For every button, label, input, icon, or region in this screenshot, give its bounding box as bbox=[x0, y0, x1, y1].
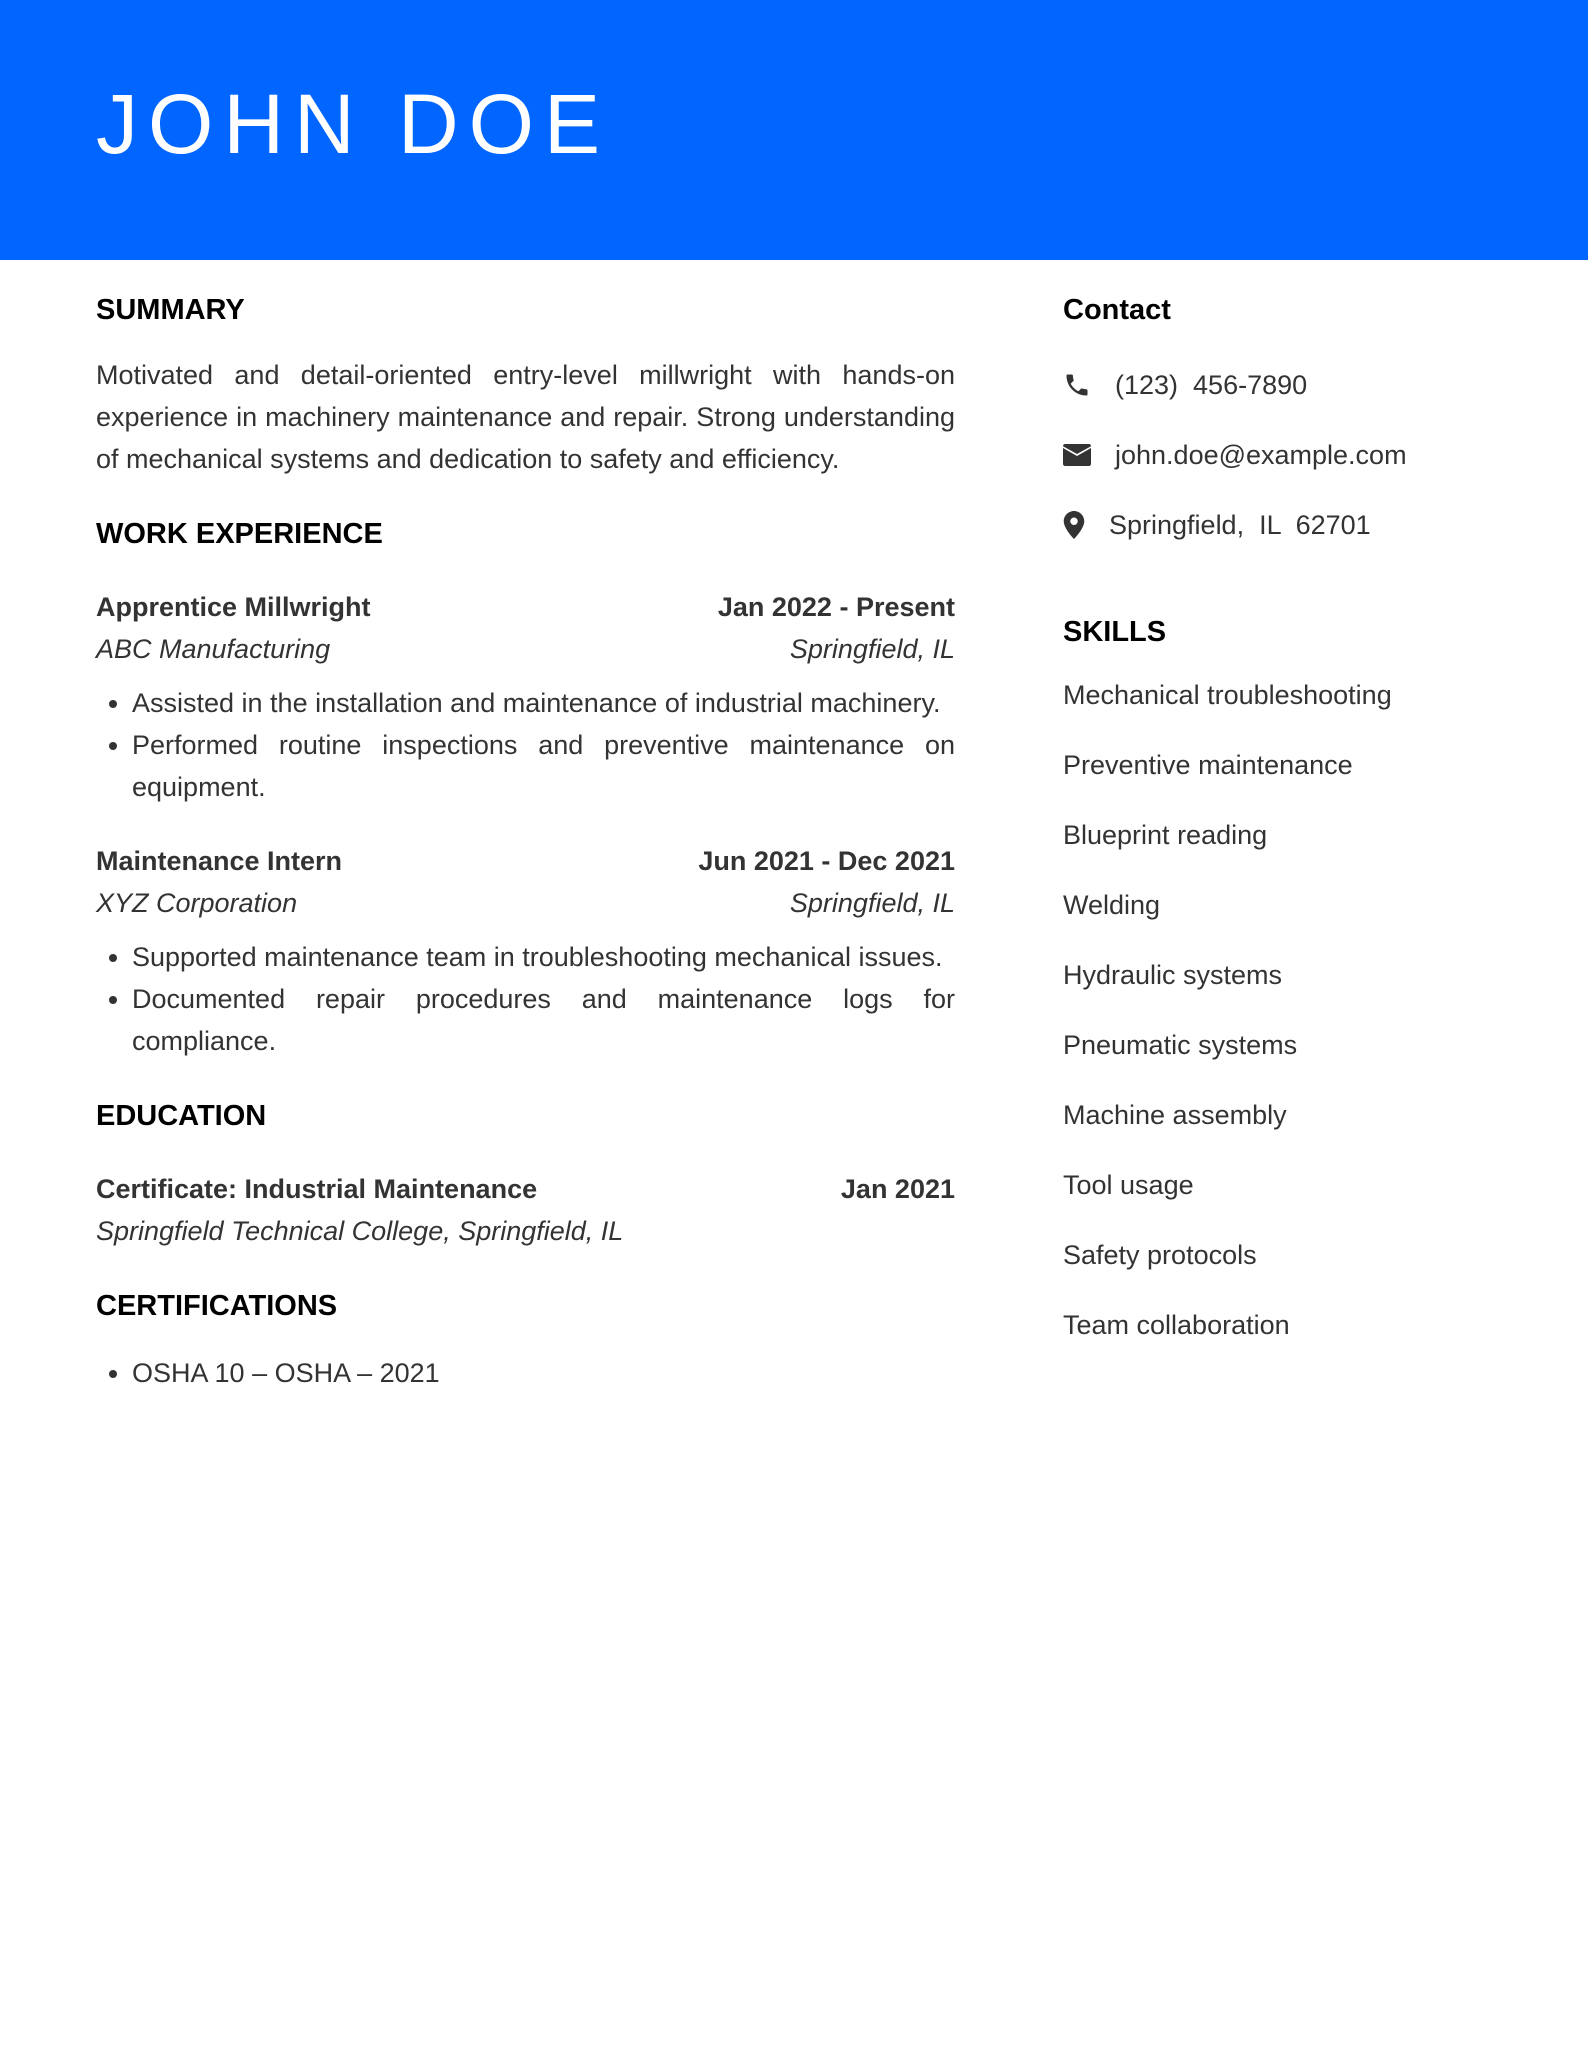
summary-heading: SUMMARY bbox=[96, 294, 245, 326]
job-entry bbox=[96, 586, 955, 808]
summary-section bbox=[96, 290, 955, 480]
contact-email bbox=[1063, 434, 1533, 476]
job-bullet: • Documented repair procedures and maintenance logs for compliance. bbox=[132, 978, 955, 1062]
job-location: Springfield, IL bbox=[789, 634, 955, 664]
education-entry bbox=[96, 1168, 955, 1252]
job-location: Springfield, IL bbox=[789, 888, 955, 918]
side-column bbox=[1063, 290, 1533, 1346]
job-company: XYZ Corporation bbox=[96, 888, 298, 918]
skill-item: Safety protocols bbox=[1063, 1240, 1257, 1270]
contact-heading: Contact bbox=[1063, 294, 1171, 326]
work-experience-section bbox=[96, 514, 955, 1062]
education-degree: Certificate: Industrial Maintenance bbox=[96, 1174, 538, 1204]
job-entry bbox=[96, 840, 955, 1062]
certifications-section bbox=[96, 1286, 955, 1394]
work-experience-heading: WORK EXPERIENCE bbox=[96, 518, 383, 550]
job-bullet: • Assisted in the installation and maintenance of industrial machinery. bbox=[132, 682, 955, 724]
header-banner bbox=[0, 0, 1588, 260]
phone-icon bbox=[1063, 370, 1093, 400]
summary-text: Motivated and detail-oriented entry-level millwright with hands-on experience in machinery maintenance and repair. Strong understanding of mechanical systems and dedication to safety and efficiency. bbox=[96, 360, 955, 474]
certifications-list bbox=[96, 1352, 955, 1394]
education-date: Jan 2021 bbox=[840, 1174, 955, 1204]
contact-email-text: john.doe@example.com bbox=[1115, 440, 1407, 470]
contact-phone bbox=[1063, 364, 1533, 406]
job-dates: Jun 2021 - Dec 2021 bbox=[698, 846, 955, 876]
education-section bbox=[96, 1096, 955, 1252]
job-title: Apprentice Millwright bbox=[96, 592, 371, 622]
job-bullets bbox=[96, 682, 955, 808]
main-column bbox=[96, 290, 955, 1394]
job-bullet: • Supported maintenance team in troubleshooting mechanical issues. bbox=[132, 936, 955, 978]
skills-heading: SKILLS bbox=[1063, 616, 1167, 648]
skill-item: Team collaboration bbox=[1063, 1310, 1290, 1340]
certifications-heading: CERTIFICATIONS bbox=[96, 1290, 338, 1322]
skill-item: Hydraulic systems bbox=[1063, 960, 1283, 990]
skill-item: Preventive maintenance bbox=[1063, 750, 1353, 780]
job-bullet: • Performed routine inspections and preventive maintenance on equipment. bbox=[132, 724, 955, 808]
contact-location-text: Springfield, IL 62701 bbox=[1109, 510, 1371, 540]
skill-item: Welding bbox=[1063, 890, 1161, 920]
skill-item: Mechanical troubleshooting bbox=[1063, 680, 1392, 710]
job-dates: Jan 2022 - Present bbox=[717, 592, 955, 622]
skills-section bbox=[1063, 612, 1533, 1346]
job-bullets bbox=[96, 936, 955, 1062]
contact-phone-text: (123) 456-7890 bbox=[1115, 370, 1308, 400]
skills-list bbox=[1063, 674, 1533, 1346]
candidate-name: JOHN DOE bbox=[96, 77, 611, 171]
envelope-icon bbox=[1063, 440, 1093, 470]
job-company: ABC Manufacturing bbox=[96, 634, 331, 664]
job-title: Maintenance Intern bbox=[96, 846, 343, 876]
skill-item: Machine assembly bbox=[1063, 1100, 1287, 1130]
education-school: Springfield Technical College, Springfield, IL bbox=[96, 1216, 624, 1246]
certification-item: • OSHA 10 – OSHA – 2021 bbox=[132, 1352, 955, 1394]
map-marker-icon bbox=[1063, 510, 1093, 540]
education-heading: EDUCATION bbox=[96, 1100, 267, 1132]
skill-item: Tool usage bbox=[1063, 1170, 1194, 1200]
contact-location bbox=[1063, 504, 1533, 546]
skill-item: Pneumatic systems bbox=[1063, 1030, 1298, 1060]
contact-section bbox=[1063, 290, 1533, 546]
skill-item: Blueprint reading bbox=[1063, 820, 1268, 850]
